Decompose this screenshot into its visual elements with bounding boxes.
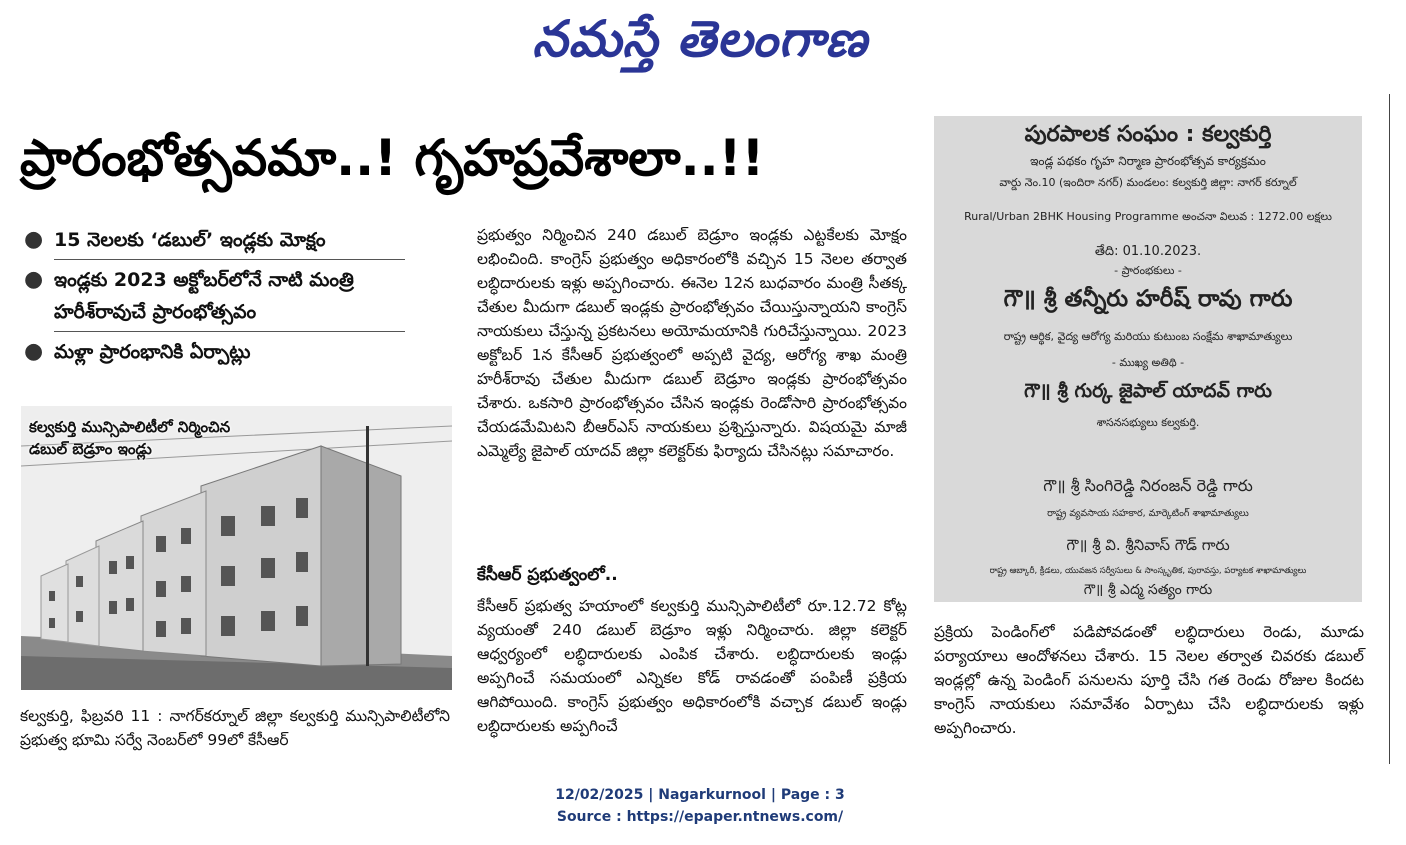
bullet-text: 15 నెలలకు ‘డబుల్’ ఇండ్లకు మోక్షం [54,224,405,260]
plaque-line: గౌ॥ శ్రీ సింగిరెడ్డి నిరంజన్ రెడ్డి గారు [1043,476,1253,495]
plaque-line: - ప్రారంభకులు - [1114,264,1182,277]
plaque-line: Rural/Urban 2BHK Housing Programme అంచనా విలువ : 1272.00 లక్షలు [964,210,1332,223]
bullet-icon: ● [24,267,44,292]
bullet-text: మళ్లా ప్రారంభానికి ఏర్పాట్లు [54,341,251,363]
masthead-logo: నమస్తే తెలంగాణ [532,9,868,68]
bullet-icon: ● [24,227,44,252]
section-subhead: కేసీఆర్ ప్రభుత్వంలో.. [477,565,618,585]
photo-caption: కల్వకుర్తి మున్సిపాలిటీలో నిర్మించిన డబుల్ బెడ్రూం ఇండ్లు [29,418,231,458]
plaque-line: రాష్ట్ర ఆర్థిక, వైద్య ఆరోగ్య మరియు కుటుంబ సంక్షేమ శాఖామాత్యులు [1003,330,1293,343]
plaque-line: వార్డు నెం.10 (ఇందిరా నగర్) మండలం: కల్వకుర్తి జిల్లా: నాగర్ కర్నూల్ [999,176,1297,189]
plaque-line: శాసనసభ్యులు కల్వకుర్తి. [1096,416,1200,429]
plaque-line: రాష్ట్ర వ్యవసాయ సహకార, మార్కెటింగ్ శాఖామాత్యులు [1047,508,1249,519]
article-column-1: కల్వకుర్తి, ఫిబ్రవరి 11 : నాగర్‌కర్నూల్ జిల్లా కల్వకుర్తి మున్సిపాలిటీలోని ప్రభుత్వ భూమి సర్వే నెంబర్‌లో 99లో కేసీఆర్ [20,707,450,749]
article-column-2: ప్రభుత్వం నిర్మించిన 240 డబుల్ బెడ్రూం ఇండ్లకు ఎట్టకేలకు మోక్షం లభించింది. కాంగ్రెస్ ప్రభుత్వం అధికారంలోకి వచ్చిన 15 నెలల తర్వాత లబ్ధిదారులకు ఇళ్లు అప్పగించారు. ఈనెల 12న బుధవారం మంత్రి సీతక్క చేతుల మీదుగా డబుల్ ఇండ్లకు ప్రారంభోత్సవం చేయిస్తున్నాయని కాంగ్రెస్ నాయకులు చేస్తున్న ప్రకటనలు అయోమయానికి గురిచేస్తున్నాయి. 2023 అక్టోబర్ 1న కేసీఆర్ ప్రభుత్వంలో అప్పటి వైద్య, ఆరోగ్య శాఖ మంత్రి హరీశ్‌రావు చేతుల మీదుగా డబుల్ బెడ్రూం ఇండ్లకు ప్రారంభోత్సవం చేశారు. ఒకసారి ప్రారంభోత్సవం చేసిన ఇండ్లకు రెండోసారి ప్రారంభోత్సవం చేయడమేమిటని బీఆర్‌ఎస్ నాయకులు ప్రశ్నిస్తున్నారు. విషయమై మాజీ ఎమ్మెల్యే జైపాల్ యాదవ్ జిల్లా కలెక్టర్‌కు ఫిర్యాదు చేసినట్లు సమాచారం. [477,226,907,460]
article-column-2-continued: కేసీఆర్ ప్రభుత్వ హయాంలో కల్వకుర్తి మున్సిపాలిటీలో రూ.12.72 కోట్ల వ్యయంతో 240 డబుల్ బెడ్రూం ఇళ్లు నిర్మించారు. జిల్లా కలెక్టర్ ఆధ్వర్యంలో లబ్ధిదారులకు ఎంపిక చేశారు. లబ్ధిదారులకు ఇండ్లు అప్పగించే సమయంలో ఎన్నికల కోడ్ రావడంతో పంపిణీ ప్రక్రియ ఆగిపోయింది. కాంగ్రెస్ ప్రభుత్వం అధికారంలోకి వచ్చాక డబుల్ ఇండ్లు లబ్ధిదారులకు అప్పగించే [477,597,907,735]
plaque-line: గౌ॥ శ్రీ తన్నీరు హరీష్ రావు గారు [1003,286,1293,312]
highlight-bullets [20,224,405,375]
foundation-plaque-photo [934,116,1362,602]
plaque-line: రాష్ట్ర ఆబ్కారీ, క్రీడలు, యువజన సర్వీసులు & సాంస్కృతిక, పురావస్తు, పర్యాటక శాఖామాత్యులు [989,566,1307,576]
bullet-item [20,336,405,375]
bullet-item [20,264,405,336]
column-divider [1389,94,1390,764]
plaque-line: తేది: 01.10.2023. [1094,244,1202,259]
plaque-line: గౌ॥ శ్రీ ఎద్మ సత్యం గారు [1083,582,1213,598]
plaque-line: - ముఖ్య అతిథి - [1111,356,1185,369]
page-footer [400,784,1000,828]
headline: ప్రారంభోత్సవమా..! గృహప్రవేశాలా..!! [20,129,765,187]
plaque-line: గౌ॥ శ్రీ వి. శ్రీనివాస్ గౌడ్ గారు [1066,536,1230,554]
housing-photo [21,406,452,690]
plaque-line: గౌ॥ శ్రీ గుర్క జైపాల్ యాదవ్ గారు [1024,380,1272,402]
article-column-3: ప్రక్రియ పెండింగ్‌లో పడిపోవడంతో లబ్ధిదారులు రెండు, మూడు పర్యాయాలు ఆందోళనలు చేశారు. 15 నెలల తర్వాత చివరకు డబుల్ ఇండ్లల్లో ఉన్న పెండింగ్ పనులను పూర్తి చేసి గత రెండు రోజుల కిందట కాంగ్రెస్ నాయకులు సమావేశం ఏర్పాటు చేసి లబ్ధిదారులకు ఇళ్లు అప్పగించారు. [934,623,1364,737]
plaque-line: పురపాలక సంఘం : కల్వకుర్తి [1024,122,1272,147]
bullet-icon: ● [24,339,44,364]
bullet-item [20,224,405,264]
footer-date-edition: 12/02/2025 | Nagarkurnool | Page : 3 [555,787,845,803]
bullet-text: ఇండ్లకు 2023 అక్టోబర్‌లోనే నాటి మంత్రి హరీశ్‌రావుచే ప్రారంభోత్సవం [54,264,405,332]
footer-source-link[interactable]: Source : https://epaper.ntnews.com/ [556,809,844,825]
plaque-line: ఇండ్ల పథకం గృహ నిర్మాణ ప్రారంభోత్సవ కార్యక్రమం [1030,154,1266,168]
